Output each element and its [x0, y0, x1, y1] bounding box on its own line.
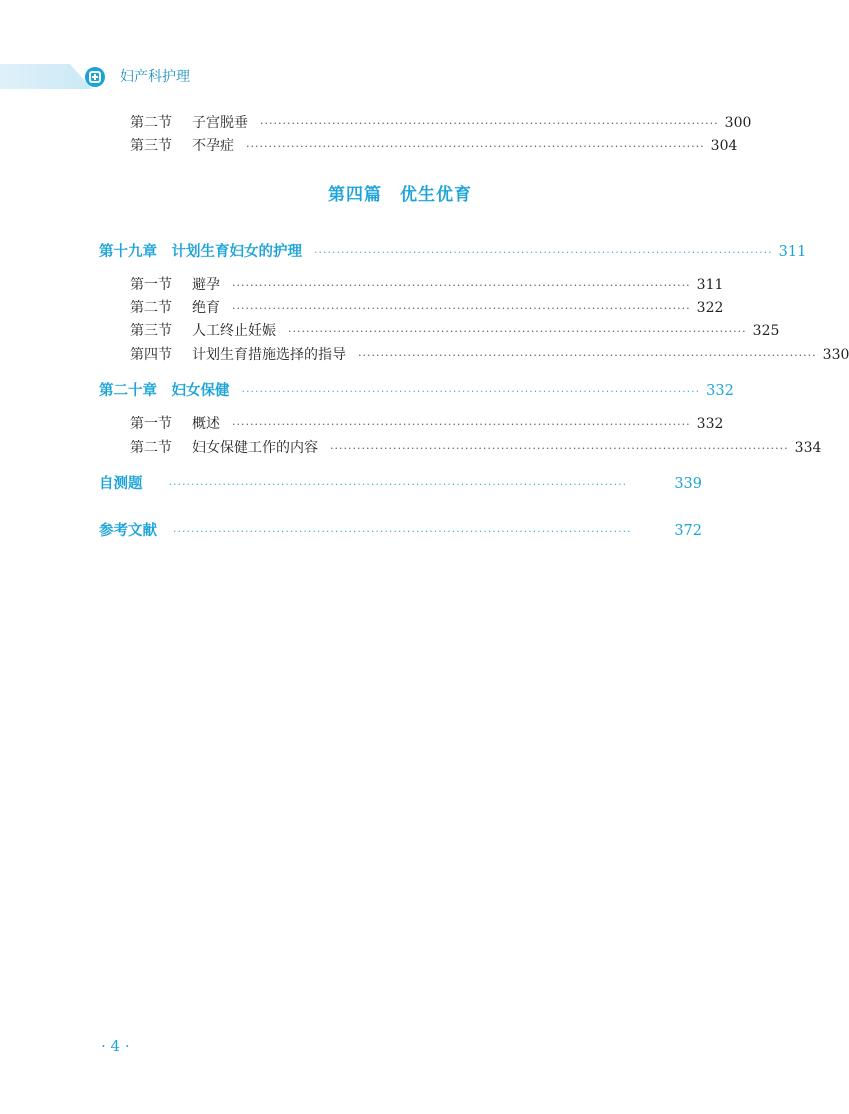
chapter-title: 第二十章 妇女保健	[99, 383, 230, 399]
section-title: 人工终止妊娠	[192, 323, 276, 339]
self-test-title: 自测题	[99, 476, 143, 492]
toc-chapter-entry[interactable]	[99, 240, 807, 261]
section-number: 第二节	[130, 300, 172, 316]
dot-leader: ······································································································	[246, 140, 705, 153]
section-number: 第三节	[130, 323, 172, 339]
toc-entry[interactable]	[130, 112, 752, 132]
page-ref: 322	[696, 300, 724, 316]
page-ref: 332	[706, 383, 734, 399]
toc-entry[interactable]	[130, 413, 724, 433]
dot-leader: ······································································································	[232, 279, 691, 292]
section-number: 第三节	[130, 138, 172, 154]
dot-leader: ······································································································	[232, 302, 691, 315]
page-ref: 325	[752, 323, 780, 339]
page-ref: 330	[822, 347, 849, 363]
section-number: 第四节	[130, 347, 172, 363]
section-title: 避孕	[192, 277, 220, 293]
page-ref: 311	[696, 277, 724, 293]
toc-entry[interactable]	[130, 297, 724, 317]
plus-badge-icon	[85, 67, 105, 87]
section-title: 妇女保健工作的内容	[192, 440, 318, 456]
dot-leader: ······································································································	[288, 325, 747, 338]
dot-leader: ······································································································	[260, 117, 719, 130]
toc-entry[interactable]	[130, 437, 822, 457]
references-title: 参考文献	[99, 523, 157, 539]
toc-entry[interactable]	[130, 274, 724, 294]
page-ref: 372	[674, 523, 702, 539]
toc-entry[interactable]	[130, 344, 849, 364]
toc-chapter-entry[interactable]	[99, 519, 702, 540]
page-ref: 311	[778, 244, 807, 260]
toc-chapter-entry[interactable]	[99, 472, 702, 493]
page-ref: 304	[710, 138, 738, 154]
dot-leader: ······································································································	[314, 246, 773, 259]
part-title: 第四篇 优生优育	[328, 185, 472, 205]
section-number: 第一节	[130, 416, 172, 432]
page-number: · 4 ·	[101, 1037, 130, 1055]
section-title: 子宫脱垂	[192, 115, 248, 131]
section-title: 概述	[192, 416, 220, 432]
section-title: 计划生育措施选择的指导	[192, 347, 346, 363]
dot-leader: ······································································································	[168, 478, 628, 491]
dot-leader: ······································································································	[173, 525, 632, 538]
page-ref: 332	[696, 416, 724, 432]
page-ref: 339	[674, 476, 702, 492]
section-number: 第一节	[130, 277, 172, 293]
section-number: 第二节	[130, 115, 172, 131]
section-title: 不孕症	[192, 138, 234, 154]
header-band	[0, 64, 92, 89]
toc-entry[interactable]	[130, 135, 738, 155]
dot-leader: ······································································································	[241, 385, 701, 398]
toc-chapter-entry[interactable]	[99, 379, 734, 400]
page-ref: 300	[724, 115, 752, 131]
page-ref: 334	[794, 440, 822, 456]
dot-leader: ······································································································	[232, 418, 691, 431]
section-title: 绝育	[192, 300, 220, 316]
chapter-title: 第十九章 计划生育妇女的护理	[99, 244, 302, 260]
toc-entry[interactable]	[130, 320, 780, 340]
dot-leader: ······································································································	[358, 349, 817, 362]
dot-leader: ······································································································	[330, 442, 789, 455]
section-number: 第二节	[130, 440, 172, 456]
book-title: 妇产科护理	[120, 69, 190, 85]
